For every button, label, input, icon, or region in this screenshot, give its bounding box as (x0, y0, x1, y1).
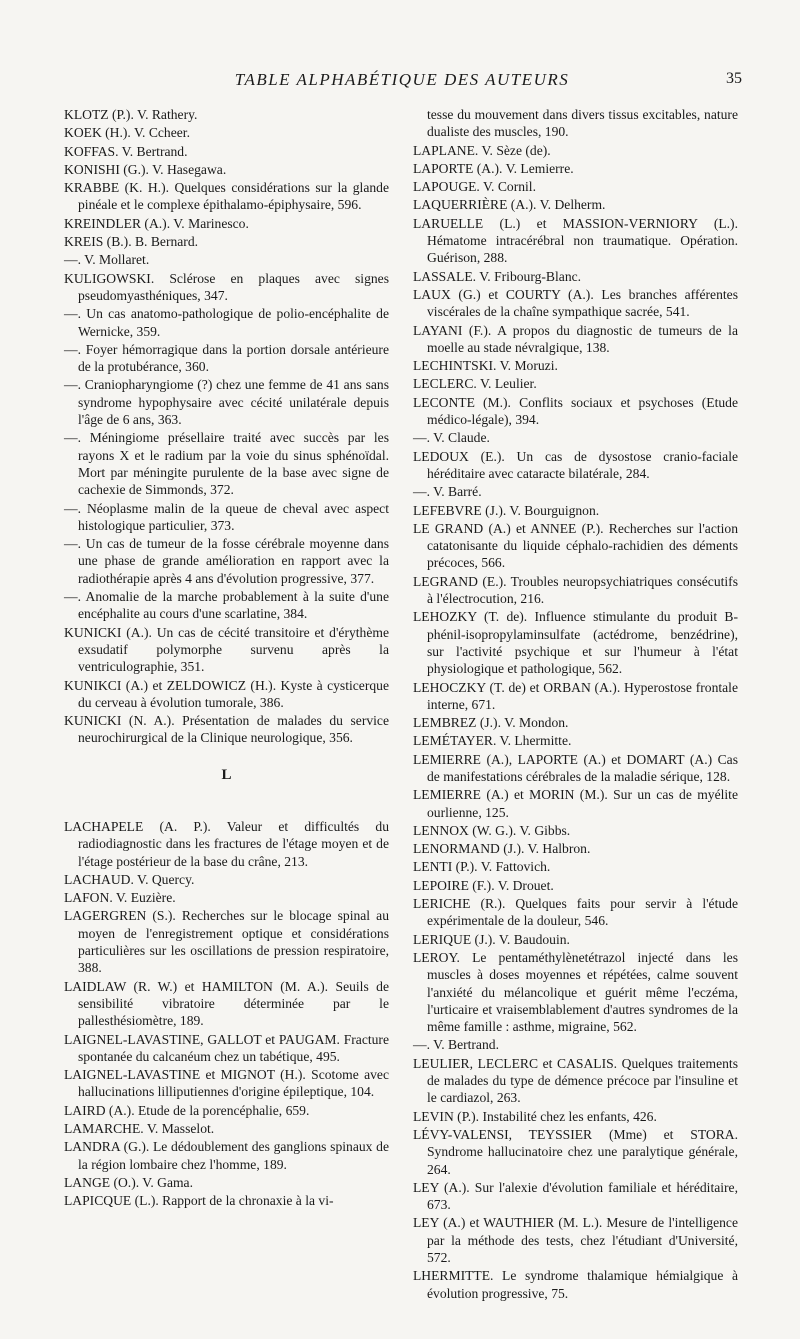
index-entry: —. Anomalie de la marche probablement à la suite d'une encéphalite au cours d'une scarlatine, 384. (64, 589, 389, 622)
index-entry: LEGRAND (E.). Troubles neuropsychiatriques consécutifs à l'électrocution, 216. (413, 573, 738, 607)
index-entry: —. Méningiome présellaire traité avec succès par les rayons X et le radium par la voie du sinus sphénoïdal. Mort par méningite purulente de la base avec signe de cachexie de Simmonds, 372. (64, 430, 389, 498)
index-entry: LEVIN (P.). Instabilité chez les enfants, 426. (413, 1108, 657, 1124)
continued-entry: tesse du mouvement dans divers tissus excitables, nature dualiste des muscles, 190. (427, 107, 738, 140)
index-entry: KREINDLER (A.). V. Marinesco. (64, 215, 249, 231)
index-entry: —. Un cas anatomo-pathologique de polio-encéphalite de Wernicke, 359. (64, 306, 389, 339)
index-entry: LAIGNEL-LAVASTINE et MIGNOT (H.). Scotome avec hallucinations lilliputiennes d'origine épileptique, 104. (64, 1067, 389, 1100)
index-entry: LAFON. V. Euzière. (64, 890, 176, 906)
index-entry: —. Craniopharyngiome (?) chez une femme de 41 ans sans syndrome hypophysaire avec cécité unilatérale depuis l'âge de 6 ans, 363. (64, 377, 389, 428)
index-entry: LE GRAND (A.) et ANNEE (P.). Recherches sur l'action catatonisante du liquide céphalo-rachidien des déments précoces, 566. (413, 520, 738, 571)
index-entry: —. Un cas de tumeur de la fosse cérébrale moyenne dans une phase de grande amélioration en rapport avec la radiothérapie après 4 ans d'évolution progressive, 377. (64, 536, 389, 586)
index-entry: LEY (A.). Sur l'alexie d'évolution familiale et héréditaire, 673. (413, 1179, 738, 1213)
index-entry: LEMIERRE (A.), LAPORTE (A.) et DOMART (A.) Cas de manifestations cérébrales de la maladie sérique, 128. (413, 751, 738, 784)
index-entry: LACHAPELE (A. P.). Valeur et difficultés du radiodiagnostic dans les fractures de l'étage moyen et de l'étage postérieur de la base du crâne, 213. (64, 818, 389, 869)
index-entry: LAIGNEL-LAVASTINE, GALLOT et PAUGAM. Fracture spontanée du calcanéum chez un tabétique, 495. (64, 1031, 389, 1064)
index-entry: LACHAUD. V. Quercy. (64, 871, 195, 887)
index-entry: —. V. Mollaret. (64, 252, 150, 268)
index-entry: LEROY. Le pentaméthylènetétrazol injecté dans les muscles à doses moyennes et répétées, calme souvent l'anxiété du mélancolique et guérit même l'eczéma, l'urticaire et vraisemblablement d'autres syndromes de la même famille : asthme, migraine, 562. (413, 949, 738, 1035)
index-entry: LANDRA (G.). Le dédoublement des ganglions spinaux de la région lombaire chez l'homme, 189. (64, 1139, 389, 1172)
entries-l (64, 818, 389, 1210)
index-entry: KOFFAS. V. Bertrand. (64, 143, 188, 159)
index-entry: LAGERGREN (S.). Recherches sur le blocage spinal au moyen de l'enregistrement optique et considérations particulières sur les oscillations de pression respiratoire, 388. (64, 908, 389, 976)
page-header (62, 70, 742, 94)
page-number: 35 (726, 70, 742, 87)
index-entry: LAPLANE. V. Sèze (de). (413, 142, 551, 158)
index-entry: LEDOUX (E.). Un cas de dysostose cranio-faciale héréditaire avec cataracte bilatérale, 284. (413, 448, 738, 481)
entries-right (413, 142, 738, 1302)
index-entry: KUNICKI (N. A.). Présentation de malades du service neurochirurgical de la Clinique neurologique, 356. (64, 713, 389, 746)
index-entry: —. V. Claude. (413, 430, 490, 446)
index-entry: LAPORTE (A.). V. Lemierre. (413, 160, 574, 176)
index-entry: LEFEBVRE (J.). V. Bourguignon. (413, 502, 600, 518)
index-entry: LÉVY-VALENSI, TEYSSIER (Mme) et STORA. Syndrome hallucinatoire chez une paralytique générale, 264. (413, 1126, 738, 1177)
left-column (64, 106, 389, 1211)
index-entry: LAPOUGE. V. Cornil. (413, 179, 536, 195)
index-entry: KUNIKCI (A.) et ZELDOWICZ (H.). Kyste à cysticerque du cerveau à évolution tumorale, 386. (64, 677, 389, 710)
index-entry: LERIQUE (J.). V. Baudouin. (413, 931, 570, 947)
index-entry: LECONTE (M.). Conflits sociaux et psychoses (Etude médico-légale), 394. (413, 394, 738, 428)
index-entry: LHERMITTE. Le syndrome thalamique hémialgique à évolution progressive, 75. (413, 1268, 738, 1301)
index-entry: LASSALE. V. Fribourg-Blanc. (413, 268, 582, 284)
section-letter-l: L (221, 766, 232, 783)
index-entry: LAMARCHE. V. Masselot. (64, 1121, 215, 1137)
index-entry: LENTI (P.). V. Fattovich. (413, 859, 551, 875)
index-entry: KRABBE (K. H.). Quelques considérations sur la glande pinéale et le complexe épithalamo-épiphysaire, 596. (64, 180, 389, 213)
index-entry: LAIRD (A.). Etude de la porencéphalie, 659. (64, 1102, 310, 1118)
index-entry: KONISHI (G.). V. Hasegawa. (64, 161, 227, 177)
index-entry: —. Néoplasme malin de la queue de cheval avec aspect histologique particulier, 373. (64, 500, 389, 533)
index-entry: LEMIERRE (A.) et MORIN (M.). Sur un cas de myélite ourlienne, 125. (413, 787, 738, 820)
index-entry: LEPOIRE (F.). V. Drouet. (413, 877, 554, 893)
index-entry: LAIDLAW (R. W.) et HAMILTON (M. A.). Seuils de sensibilité vibratoire déterminée par le pallesthésiomètre, 189. (64, 978, 389, 1029)
index-entry: LEHOCZKY (T. de) et ORBAN (A.). Hyperostose frontale interne, 671. (413, 679, 738, 712)
index-entry: KULIGOWSKI. Sclérose en plaques avec signes pseudomyasthéniques, 347. (64, 270, 389, 303)
index-entry: LENORMAND (J.). V. Halbron. (413, 841, 591, 857)
index-entry: LEMBREZ (J.). V. Mondon. (413, 715, 569, 731)
index-entry: LERICHE (R.). Quelques faits pour servir à l'étude expérimentale de la douleur, 546. (413, 896, 738, 929)
index-entry: LANGE (O.). V. Gama. (64, 1174, 193, 1190)
index-entry: LEULIER, LECLERC et CASALIS. Quelques traitements de malades du type de démence précoce par l'insuline et le cardiazol, 263. (413, 1055, 738, 1106)
index-entry: LAUX (G.) et COURTY (A.). Les branches afférentes viscérales de la chaîne sympathique sacrée, 541. (413, 286, 738, 320)
index-entry: KLOTZ (P.). V. Rathery. (64, 107, 198, 122)
index-entry: LAYANI (F.). A propos du diagnostic de tumeurs de la moelle au stade névralgique, 138. (413, 322, 738, 355)
index-entry: KOEK (H.). V. Ccheer. (64, 125, 190, 141)
index-entry: —. Foyer hémorragique dans la portion dorsale antérieure de la protubérance, 360. (64, 341, 389, 375)
index-entry: LARUELLE (L.) et MASSION-VERNIORY (L.). Hématome intracérébral non traumatique. Opération. Guérison, 288. (413, 215, 738, 266)
index-entry: —. V. Bertrand. (413, 1037, 499, 1053)
index-entry: —. V. Barré. (413, 484, 482, 500)
running-title: TABLE ALPHABÉTIQUE DES AUTEURS (234, 70, 570, 89)
index-entry: LEHOZKY (T. de). Influence stimulante du produit B-phénil-isopropylaminsulfate (actédrome, benzédrine), sur l'activité psychique et sur l'humeur à l'état physiologique et pathologique, 562. (413, 609, 738, 677)
index-entry: LEY (A.) et WAUTHIER (M. L.). Mesure de l'intelligence par la méthode des tests, chez l'étudiant d'Université, 572. (413, 1215, 738, 1265)
index-entry: LAPICQUE (L.). Rapport de la chronaxie à la vi- (64, 1193, 334, 1209)
index-entry: LECLERC. V. Leulier. (413, 376, 537, 392)
right-column (413, 106, 738, 1303)
index-entry: KUNICKI (A.). Un cas de cécité transitoire et d'érythème exsudatif polymorphe survenu après la ventriculographie, 351. (64, 624, 389, 675)
index-entry: LENNOX (W. G.). V. Gibbs. (413, 822, 571, 838)
index-entry: LECHINTSKI. V. Moruzi. (413, 358, 558, 374)
entries-k (64, 106, 389, 747)
index-entry: LAQUERRIÈRE (A.). V. Delherm. (413, 197, 606, 213)
index-entry: LEMÉTAYER. V. Lhermitte. (413, 733, 572, 749)
index-entry: KREIS (B.). B. Bernard. (64, 234, 199, 250)
